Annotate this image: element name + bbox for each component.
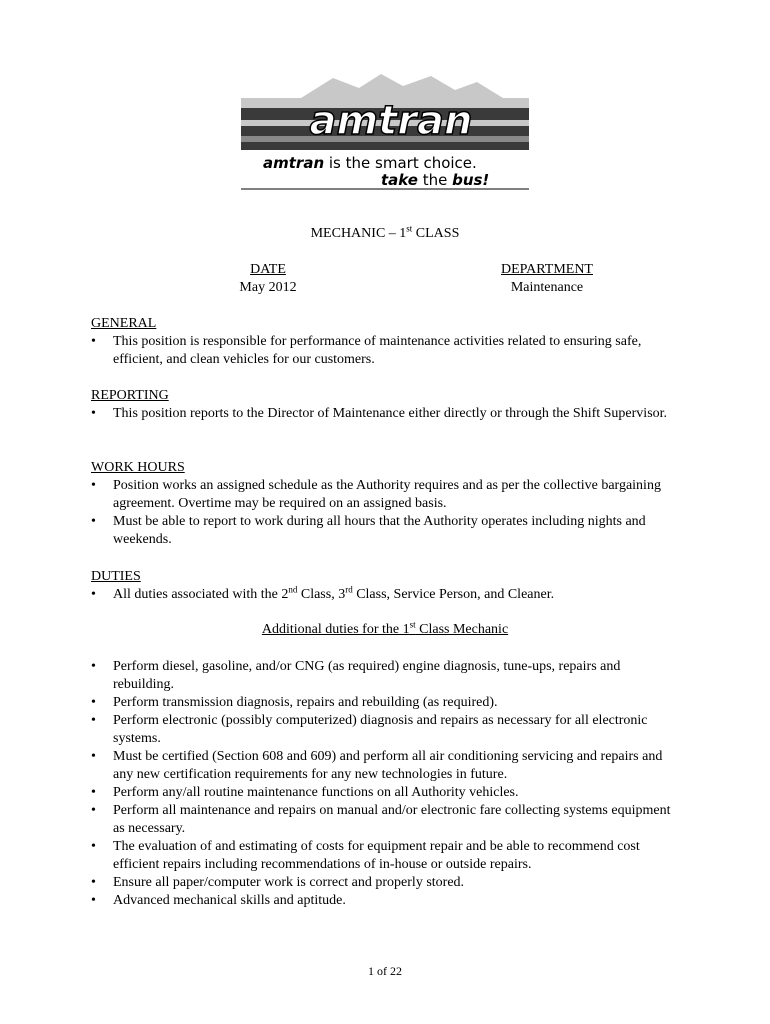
list-item: • Advanced mechanical skills and aptitude. (91, 892, 681, 910)
work-hours-list (91, 477, 681, 549)
list-item: • Must be able to report to work during all hours that the Authority operates including nights and weekends. (91, 513, 681, 549)
general-section (91, 315, 681, 369)
list-item: • Perform transmission diagnosis, repairs and rebuilding (as required). (91, 694, 681, 712)
duty-text: Class, Service Person, and Cleaner. (352, 587, 555, 602)
list-item: • Perform all maintenance and repairs on manual and/or electronic fare collecting systems equipment as necessary. (91, 802, 681, 838)
reporting-section (91, 387, 681, 423)
department-value: Maintenance (510, 280, 584, 295)
duties-heading: DUTIES (91, 569, 141, 584)
duty-sup: nd (288, 584, 298, 595)
general-heading: GENERAL (91, 316, 157, 331)
logo-tagline-2: take the bus! (381, 171, 490, 189)
reporting-heading: REPORTING (91, 388, 169, 403)
additional-sup: st (409, 619, 416, 630)
duty-sup: rd (345, 584, 353, 595)
list-item: • Perform any/all routine maintenance functions on all Authority vehicles. (91, 784, 681, 802)
title-text-end: CLASS (412, 226, 460, 241)
date-block (178, 261, 358, 297)
duty-text: All duties associated with the 2 (113, 587, 289, 602)
title-text: MECHANIC – 1 (310, 226, 407, 241)
logo-tagline-1: amtran is the smart choice. (263, 154, 477, 172)
additional-text: Additional duties for the 1 (261, 622, 410, 637)
title-sup: st (406, 223, 413, 234)
list-item: • Perform diesel, gasoline, and/or CNG (as required) engine diagnosis, tune-ups, repairs and rebuilding. (91, 658, 681, 694)
duty-text: Class, 3 (297, 587, 346, 602)
list-item: • Ensure all paper/computer work is correct and properly stored. (91, 874, 681, 892)
list-item: • Perform electronic (possibly computerized) diagnosis and repairs as necessary for all electronic systems. (91, 712, 681, 748)
list-item (91, 586, 681, 604)
date-value: May 2012 (239, 280, 297, 295)
reporting-list (91, 405, 681, 423)
date-label: DATE (250, 262, 286, 277)
amtran-logo (241, 72, 529, 190)
work-hours-section (91, 459, 681, 549)
department-label: DEPARTMENT (501, 262, 593, 277)
additional-text-end: Class Mechanic (415, 622, 509, 637)
additional-duties-section (91, 658, 681, 910)
duties-section (91, 568, 681, 604)
list-item: • The evaluation of and estimating of costs for equipment repair and be able to recommend cost efficient repairs including recommendations of in-house or outside repairs. (91, 838, 681, 874)
list-item: • Position works an assigned schedule as the Authority requires and as per the collective bargaining agreement. Overtime may be required on an assigned basis. (91, 477, 681, 513)
additional-duties-list (91, 658, 681, 910)
list-item: • Must be certified (Section 608 and 609) and perform all air conditioning servicing and repairs and any new certification requirements for any new technologies in future. (91, 748, 681, 784)
duties-list (91, 586, 681, 604)
work-hours-heading: WORK HOURS (91, 460, 185, 475)
list-item: • This position is responsible for performance of maintenance activities related to ensuring safe, efficient, and clean vehicles for our customers. (91, 333, 681, 369)
list-item: • This position reports to the Director of Maintenance either directly or through the Shift Supervisor. (91, 405, 681, 423)
department-block (457, 261, 637, 297)
general-list (91, 333, 681, 369)
logo-brand-text: amtran (309, 98, 473, 144)
additional-duties-heading (0, 621, 770, 639)
page-title (0, 225, 770, 243)
page-number: 1 of 22 (368, 964, 402, 978)
